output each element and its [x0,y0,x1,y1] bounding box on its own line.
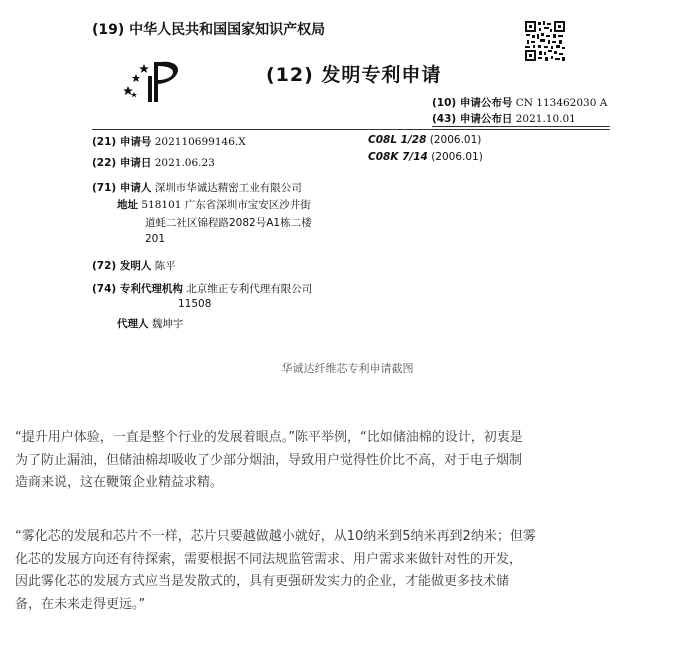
application-number-label: (21) 申请号 [92,136,152,148]
publication-number-line [432,95,607,110]
paragraph-line: 为了防止漏油，但储油棉却吸收了少部分烟油，导致用户觉得性价比不高，对于电子烟制 [15,452,523,468]
patent-office-name: (19) 中华人民共和国国家知识产权局 [92,22,326,38]
address-value-2: 道蚝二社区锦程路2082号A1栋二楼 [145,217,312,229]
ipc-classification [368,151,483,163]
address-value-1: 518101 广东省深圳市宝安区沙井街 [141,199,311,211]
application-date-value: 2021.06.23 [154,157,215,169]
agent-label: 代理人 [117,318,149,330]
paragraph-line: “提升用户体验，一直是整个行业的发展着眼点。”陈平举例，“比如储油棉的设计，初衷是 [15,430,523,445]
image-caption: 华诚达纤维芯专利申请截图 [281,362,414,375]
cnipa-logo-icon [118,56,188,104]
article-paragraph [15,427,683,495]
paragraph-line: 因此雾化芯的发展方式应当是发散式的，具有更强研发实力的企业，才能做更多技术储 [15,574,510,589]
paragraph-line: 化芯的发展方向还有待探索，需要根据不同法规监管需求、用户需求来做针对性的开发， [15,551,523,567]
ipc-code: C08K 7/14 [368,151,428,163]
application-date-label: (22) 申请日 [92,157,152,169]
agency-code: 11508 [178,298,212,310]
agency-line [92,281,312,296]
publication-date-value: 2021.10.01 [515,113,576,125]
application-type-title: (12) 发明专利申请 [266,64,442,86]
agency-label: (74) 专利代理机构 [92,283,183,295]
header-divider-long [92,129,610,130]
ipc-code: C08L 1/28 [368,134,427,146]
ipc-year: (2006.01) [431,151,483,163]
application-number-value: 202110699146.X [154,136,246,148]
inventor-value: 陈平 [154,260,176,272]
application-date-line [92,155,215,170]
paragraph-line: 造商来说，这在鞭策企业精益求精。 [15,475,224,490]
applicant-value: 深圳市华诚达精密工业有限公司 [154,182,302,194]
header-divider-short [432,126,610,127]
address-label: 地址 [117,199,138,211]
inventor-line [92,258,176,273]
application-number-line [92,134,246,149]
applicant-label: (71) 申请人 [92,182,152,194]
publication-date-line [432,111,576,126]
ipc-classification [368,134,481,146]
ipc-year: (2006.01) [429,134,482,146]
paragraph-line: “雾化芯的发展和芯片不一样，芯片只要越做越小就好，从10纳米到5纳米再到2纳米；但雾 [15,529,536,544]
agent-value: 魏坤宇 [151,318,184,330]
applicant-line [92,180,302,195]
publication-number-value: CN 113462030 A [515,97,608,109]
qr-code-icon [524,20,566,62]
agent-line [117,316,183,331]
inventor-label: (72) 发明人 [92,260,152,272]
address-line-1 [117,197,311,212]
publication-date-label: (43) 申请公布日 [432,113,513,125]
address-value-3: 201 [145,233,166,245]
publication-number-label: (10) 申请公布号 [432,97,513,109]
agency-value: 北京维正专利代理有限公司 [186,283,313,295]
article-paragraph [15,526,683,616]
paragraph-line: 备，在未来走得更远。” [15,596,146,612]
